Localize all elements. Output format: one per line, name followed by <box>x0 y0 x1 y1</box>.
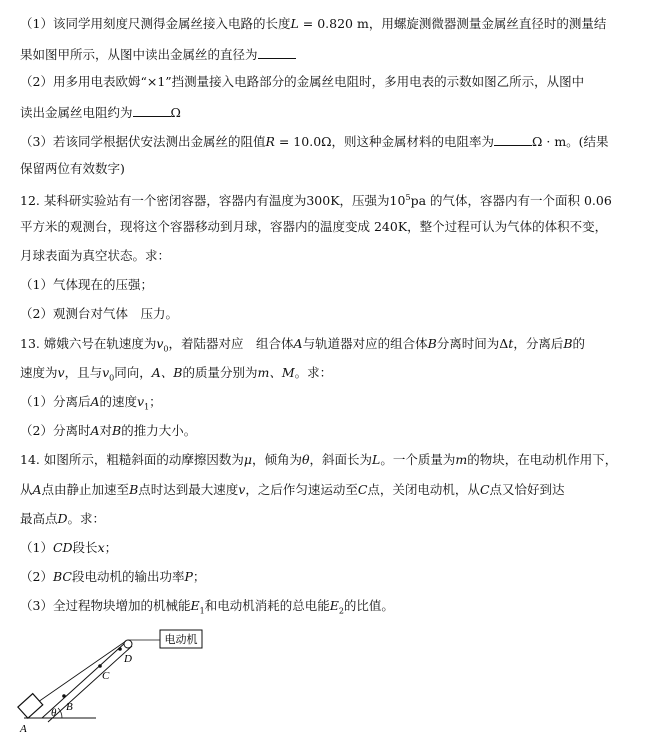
q14-text: ； <box>104 540 118 555</box>
var-v: v <box>57 365 65 380</box>
q13-sub2 <box>20 423 196 439</box>
q14-text: 的比值。 <box>343 598 394 613</box>
incline-underside <box>48 646 132 722</box>
var-A-B: A、B <box>151 365 183 380</box>
q13-text: （1）分离后 <box>20 394 91 409</box>
var-E: E <box>190 598 200 613</box>
q13-text: ； <box>149 394 162 409</box>
answer-blank[interactable] <box>258 45 296 59</box>
q13-text: 分离时间为Δ <box>436 336 509 351</box>
q13-text: 的质量分别为 <box>182 365 258 380</box>
q14-text: 点由静止加速至 <box>41 482 130 497</box>
q11-part3-line1 <box>20 132 609 150</box>
q14-text: ； <box>192 569 206 584</box>
var-x: x <box>97 540 105 555</box>
var-m-M: m、M <box>257 365 295 380</box>
q14-text: 的物块，在电动机作用下， <box>467 452 618 467</box>
var-R: R <box>265 134 275 149</box>
q14-line2 <box>20 482 565 498</box>
var-A: A <box>90 394 100 409</box>
q12-line2 <box>20 219 607 235</box>
var-C: C <box>479 482 490 497</box>
q12-subquestion: （2）观测台对气体 压力。 <box>20 306 178 321</box>
q14-sub3 <box>20 598 394 620</box>
q11-text: （2）用多用电表欧姆“×1”挡测量接入电路部分的金属丝电阻时，多用电表的示数如图乙所示，从图中 <box>20 74 585 89</box>
q11-text: （3）若该同学根据伏安法测出金属丝的阻值 <box>20 134 266 149</box>
q12-line3 <box>20 248 170 264</box>
exponent: 5 <box>405 193 411 202</box>
var-v: v <box>137 394 145 409</box>
q13-text: ，分离后 <box>513 336 564 351</box>
q13-text: 同向， <box>114 365 152 380</box>
q12-sub2 <box>20 306 178 322</box>
var-A: A <box>32 482 42 497</box>
var-E: E <box>329 598 339 613</box>
point-C <box>98 664 102 668</box>
q13-text: 的推力大小。 <box>121 423 197 438</box>
q14-text: ，倾角为 <box>251 452 302 467</box>
q11-resistance-value: = 10.0Ω <box>274 134 332 149</box>
q14-text: 点，关闭电动机，从 <box>367 482 480 497</box>
q11-length-value: = 0.820 m <box>298 16 369 31</box>
var-BC: BC <box>52 569 72 584</box>
q12-text: 平方米的观测台，现将这个容器移动到月球，容器内的温度变成 240K，整个过程可认为气体的体积不变， <box>20 219 608 234</box>
var-v: v <box>156 336 164 351</box>
q14-line3 <box>20 511 105 527</box>
q14-text: 从 <box>20 482 33 497</box>
rope-line <box>38 641 126 702</box>
point-B <box>62 694 66 698</box>
answer-blank[interactable] <box>494 132 532 146</box>
q14-text: 最高点 <box>20 511 58 526</box>
var-mu: μ <box>243 452 252 467</box>
answer-blank[interactable] <box>133 103 171 117</box>
q11-text: 果如图甲所示，从图中读出金属丝的直径为 <box>20 47 258 62</box>
label-A: A <box>20 723 27 734</box>
var-CD: CD <box>52 540 73 555</box>
var-A: A <box>90 423 100 438</box>
subscript: 1 <box>199 606 205 616</box>
q11-text: 读出金属丝电阻约为 <box>20 105 133 120</box>
q13-text: 与轨道器对应的组合体 <box>302 336 428 351</box>
q11-text: 。(结果 <box>566 134 609 149</box>
subscript: 0 <box>163 344 169 354</box>
block <box>18 694 43 719</box>
q13-text: 的 <box>572 336 586 351</box>
q11-part2-line1 <box>20 74 584 90</box>
q12-line1 <box>20 190 612 209</box>
q13-line1 <box>20 336 585 358</box>
unit-ohm: Ω <box>170 105 181 120</box>
q12-subquestion: （1）气体现在的压强； <box>20 277 153 292</box>
q13-text: （2）分离时 <box>20 423 91 438</box>
subscript: 2 <box>338 606 344 616</box>
q14-text: 点又恰好到达 <box>489 482 565 497</box>
var-C: C <box>357 482 368 497</box>
var-B: B <box>112 423 122 438</box>
subscript: 1 <box>144 402 150 412</box>
q14-text: 段长 <box>72 540 98 555</box>
q13-sub1 <box>20 394 162 416</box>
q14-text: 和电动机消耗的总电能 <box>204 598 330 613</box>
q13-text: 。求： <box>294 365 333 380</box>
point-D <box>118 647 122 651</box>
q12-sub1 <box>20 277 153 293</box>
var-B: B <box>563 336 573 351</box>
var-B: B <box>427 336 437 351</box>
incline-motor-diagram <box>14 622 234 734</box>
var-v: v <box>102 365 110 380</box>
var-D: D <box>57 511 68 526</box>
q11-part1-line1 <box>20 16 606 32</box>
label-C: C <box>102 670 110 682</box>
q13-text: ，着陆器对应 组合体 <box>168 336 294 351</box>
label-D: D <box>124 653 132 665</box>
q13-text: 的速度 <box>99 394 137 409</box>
q12-text: pa 的气体，容器内有一个面积 0.06 <box>410 193 612 209</box>
unit-ohm-meter: Ω · m <box>532 134 567 149</box>
q11-part3-line2 <box>20 161 125 177</box>
q14-sub2 <box>20 569 205 585</box>
var-v: v <box>238 482 246 497</box>
var-t: t <box>508 336 514 351</box>
q12-text: 月球表面为真空状态。求： <box>20 248 171 263</box>
subscript: 0 <box>109 373 115 383</box>
q14-text: 点时达到最大速度 <box>138 482 239 497</box>
q14-text: 。一个质量为 <box>380 452 456 467</box>
q14-text: （2） <box>20 569 53 584</box>
var-P: P <box>184 569 193 584</box>
label-B: B <box>66 701 73 713</box>
var-theta: θ <box>302 452 310 467</box>
q14-text: （1） <box>20 540 53 555</box>
q14-line1 <box>20 452 617 468</box>
q13-text: ，且与 <box>64 365 103 380</box>
var-B: B <box>129 482 139 497</box>
q11-text: （1）该同学用刻度尺测得金属丝接入电路的长度 <box>20 16 291 31</box>
var-L: L <box>372 452 381 467</box>
q14-text: ，斜面长为 <box>309 452 373 467</box>
q14-text: 。求： <box>67 511 106 526</box>
theta-label: θ <box>51 707 57 719</box>
q11-text: ，则这种金属材料的电阻率为 <box>331 134 495 149</box>
q14-text: 段电动机的输出功率 <box>71 569 185 584</box>
q14-text: （3）全过程物块增加的机械能 <box>20 598 191 613</box>
q14-text: 14. 如图所示，粗糙斜面的动摩擦因数为 <box>20 452 244 467</box>
var-L: L <box>290 16 299 31</box>
q13-text: 13. 嫦娥六号在轨速度为 <box>20 336 157 351</box>
var-A: A <box>293 336 303 351</box>
q11-text: 保留两位有效数字) <box>20 161 125 176</box>
q12-text: 12. 某科研实验站有一个密闭容器，容器内有温度为300K，压强为10 <box>20 193 406 209</box>
motor-label: 电动机 <box>164 633 198 646</box>
q13-line2 <box>20 365 332 387</box>
var-m: m <box>455 452 468 467</box>
q13-text: 速度为 <box>20 365 58 380</box>
q14-text: ，之后作匀速运动至 <box>245 482 358 497</box>
q11-text: ，用螺旋测微器测量金属丝直径时的测量结 <box>368 16 607 31</box>
q11-part2-line2 <box>20 103 181 121</box>
q11-part1-line2 <box>20 45 296 63</box>
q13-text: 对 <box>99 423 112 438</box>
q14-sub1 <box>20 540 117 556</box>
